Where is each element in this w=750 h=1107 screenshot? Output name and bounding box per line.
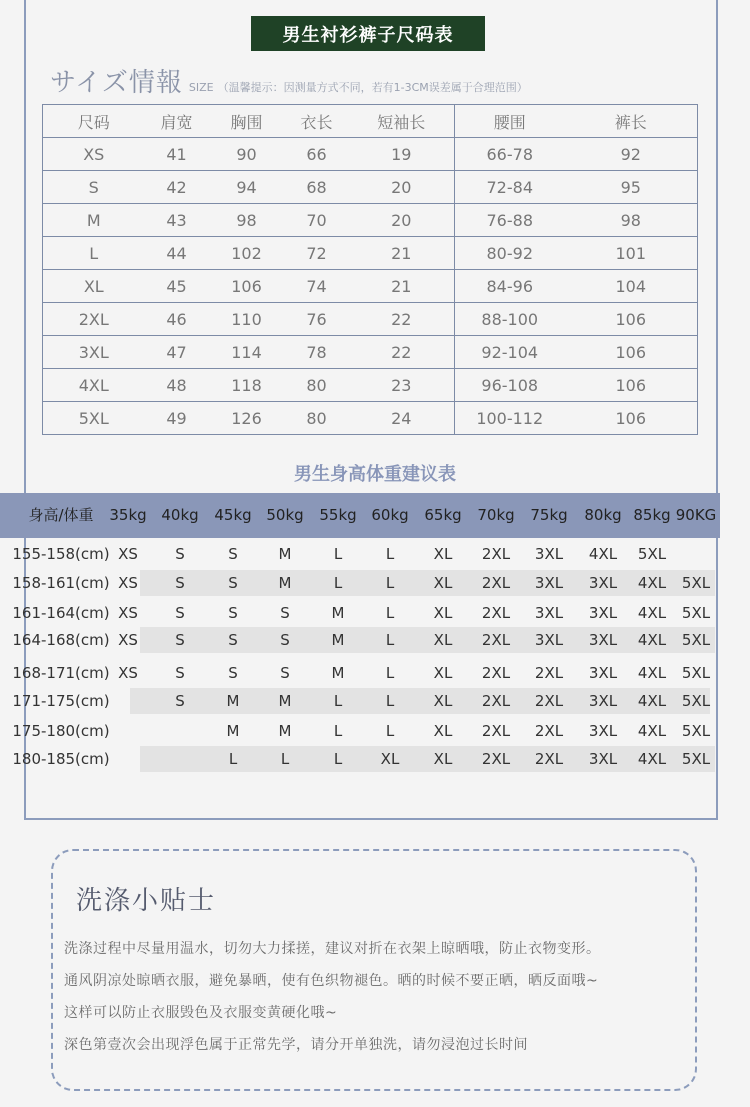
recommended-size-cell: 5XL [681,692,711,710]
size-table-cell: 72 [285,237,349,270]
recommended-size-cell: 2XL [481,631,511,649]
height-weight-header-cell: 35kg [109,506,147,524]
size-table-cell: 45 [145,270,209,303]
size-table-cell: 110 [209,303,285,336]
size-table-cell: L [43,237,145,270]
size-table-cell: 90 [209,138,285,171]
recommended-size-cell: S [280,604,290,622]
recommended-size-cell: M [278,545,292,563]
recommended-size-cell: 3XL [588,664,618,682]
size-table [42,104,698,435]
size-table-row [43,336,698,369]
size-table-cell: 3XL [43,336,145,369]
recommended-size-cell: 5XL [681,750,711,768]
recommended-size-cell: 5XL [681,631,711,649]
size-table-row [43,369,698,402]
size-table-header-cell: 胸围 [209,105,285,138]
recommended-size-cell: M [278,722,292,740]
row-stripe [140,627,715,653]
recommended-size-cell: M [226,722,240,740]
recommended-size-cell: 3XL [588,604,618,622]
recommended-size-cell: M [331,631,345,649]
size-table-header-cell: 肩宽 [145,105,209,138]
size-table-cell: 84-96 [455,270,565,303]
recommended-size-cell: 2XL [481,664,511,682]
recommended-size-cell: XL [433,664,453,682]
height-weight-header-cell: 40kg [161,506,199,524]
size-table-cell: 80 [285,402,349,435]
height-weight-header-cell: 80kg [584,506,622,524]
size-table-cell: 74 [285,270,349,303]
size-table-header-cell: 裤长 [565,105,698,138]
size-table-cell: 102 [209,237,285,270]
size-table-cell: 66-78 [455,138,565,171]
height-weight-row [0,600,720,626]
recommended-size-cell: 3XL [534,631,564,649]
recommended-size-cell: 5XL [681,574,711,592]
recommended-size-cell: 5XL [681,664,711,682]
height-weight-header-cell: 75kg [530,506,568,524]
recommended-size-cell: XL [433,692,453,710]
recommended-size-cell: 4XL [588,545,618,563]
size-table-cell: 23 [349,369,455,402]
size-table-cell: 106 [565,303,698,336]
recommended-size-cell: 3XL [534,604,564,622]
size-table-cell: 100-112 [455,402,565,435]
size-table-row [43,303,698,336]
recommended-size-cell: M [331,664,345,682]
size-table-cell: 68 [285,171,349,204]
size-table-cell: 49 [145,402,209,435]
recommended-size-cell: XS [118,545,138,563]
recommended-size-cell: S [228,574,238,592]
height-weight-header-cell: 身高/体重 [28,506,94,524]
height-range-label: 175-180(cm) [12,722,110,740]
size-table-cell: 95 [565,171,698,204]
care-tips-title: 洗涤小贴士 [76,886,217,916]
height-weight-header-cell: 65kg [424,506,462,524]
size-table-cell: 104 [565,270,698,303]
height-range-label: 168-171(cm) [12,664,110,682]
recommended-size-cell: L [385,545,395,563]
height-range-label: 161-164(cm) [12,604,110,622]
size-table-cell: 98 [209,204,285,237]
recommended-size-cell: 3XL [588,574,618,592]
care-tip-line: 这样可以防止衣服毁色及衣服变黄硬化哦~ [64,1005,338,1021]
care-tip-line: 深色第壹次会出现浮色属于正常先学，请分开单独洗，请勿浸泡过长时间 [64,1037,528,1053]
recommended-size-cell: XS [118,631,138,649]
recommended-size-cell: L [280,750,290,768]
size-table-cell: XS [43,138,145,171]
size-table-cell: 106 [209,270,285,303]
size-table-cell: 4XL [43,369,145,402]
recommended-size-cell: M [331,604,345,622]
size-table-cell: 2XL [43,303,145,336]
recommended-size-cell: L [385,692,395,710]
recommended-size-cell: S [228,604,238,622]
height-weight-title: 男生身高体重建议表 [294,464,456,485]
recommended-size-cell: XS [118,604,138,622]
recommended-size-cell: L [385,574,395,592]
recommended-size-cell: 2XL [534,722,564,740]
size-table-cell: 20 [349,204,455,237]
recommended-size-cell: 4XL [637,631,667,649]
page-title: 男生衬衫裤子尺码表 [251,16,485,51]
recommended-size-cell: 4XL [637,692,667,710]
size-table-cell: 20 [349,171,455,204]
size-table-cell: 106 [565,369,698,402]
size-table-cell: 42 [145,171,209,204]
recommended-size-cell: XL [433,545,453,563]
size-table-cell: 96-108 [455,369,565,402]
recommended-size-cell: XL [380,750,400,768]
height-range-label: 180-185(cm) [12,750,110,768]
size-table-cell: 106 [565,402,698,435]
size-heading-note: （温馨提示：因测量方式不同，若有1-3CM误差属于合理范围） [217,81,528,94]
recommended-size-cell: L [333,545,343,563]
care-tip-line: 通风阴凉处晾晒衣服，避免暴晒，使有色织物褪色。晒的时候不要正晒，晒反面哦~ [64,973,599,989]
size-table-header [43,105,698,138]
size-table-cell: 106 [565,336,698,369]
recommended-size-cell: L [385,604,395,622]
size-table-cell: 78 [285,336,349,369]
size-table-row [43,270,698,303]
recommended-size-cell: S [175,692,185,710]
recommended-size-cell: XS [118,574,138,592]
recommended-size-cell: XL [433,750,453,768]
recommended-size-cell: L [333,574,343,592]
recommended-size-cell: 5XL [681,722,711,740]
recommended-size-cell: 3XL [588,722,618,740]
height-weight-row [0,627,720,653]
size-table-cell: 114 [209,336,285,369]
size-table-cell: 80 [285,369,349,402]
row-stripe [140,570,715,596]
size-table-cell: 98 [565,204,698,237]
size-table-cell: 92-104 [455,336,565,369]
recommended-size-cell: S [280,664,290,682]
recommended-size-cell: 3XL [534,545,564,563]
size-table-row [43,171,698,204]
size-table-cell: 80-92 [455,237,565,270]
size-table-cell: 24 [349,402,455,435]
recommended-size-cell: 4XL [637,604,667,622]
recommended-size-cell: L [333,750,343,768]
recommended-size-cell: S [280,631,290,649]
size-table-cell: 92 [565,138,698,171]
height-weight-header [0,493,720,538]
size-table-cell: 21 [349,270,455,303]
size-table-row [43,204,698,237]
row-stripe [130,688,710,714]
size-heading-label: SIZE [188,81,214,94]
height-weight-header-cell: 45kg [214,506,252,524]
recommended-size-cell: L [333,692,343,710]
recommended-size-cell: 2XL [481,574,511,592]
recommended-size-cell: S [228,631,238,649]
height-weight-row [0,541,720,567]
size-table-header-cell: 腰围 [455,105,565,138]
size-table-row [43,402,698,435]
recommended-size-cell: 3XL [588,631,618,649]
size-table-cell: 22 [349,336,455,369]
recommended-size-cell: 2XL [481,750,511,768]
size-heading-main: サイズ情報 [50,68,183,98]
size-table-cell: 101 [565,237,698,270]
size-table-cell: XL [43,270,145,303]
recommended-size-cell: 2XL [481,692,511,710]
recommended-size-cell: M [226,692,240,710]
recommended-size-cell: 2XL [534,664,564,682]
recommended-size-cell: L [385,631,395,649]
size-table-cell: 46 [145,303,209,336]
recommended-size-cell: 4XL [637,750,667,768]
size-table-cell: 19 [349,138,455,171]
recommended-size-cell: XS [118,664,138,682]
size-table-cell: 66 [285,138,349,171]
size-heading [50,62,528,99]
size-table-cell: 76-88 [455,204,565,237]
height-weight-row [0,688,720,714]
recommended-size-cell: 3XL [588,692,618,710]
row-stripe [140,746,715,772]
recommended-size-cell: S [228,545,238,563]
size-table-cell: 126 [209,402,285,435]
recommended-size-cell: L [228,750,238,768]
size-table-header-cell: 尺码 [43,105,145,138]
size-table-cell: 48 [145,369,209,402]
recommended-size-cell: S [175,545,185,563]
size-table-cell: M [43,204,145,237]
height-weight-header-cell: 50kg [266,506,304,524]
recommended-size-cell: XL [433,604,453,622]
size-table-cell: 94 [209,171,285,204]
size-table-cell: 76 [285,303,349,336]
recommended-size-cell: XL [433,574,453,592]
recommended-size-cell: L [333,722,343,740]
recommended-size-cell: M [278,692,292,710]
care-tip-line: 洗涤过程中尽量用温水，切勿大力揉搓，建议对折在衣架上晾晒哦，防止衣物变形。 [64,941,601,957]
recommended-size-cell: 3XL [534,574,564,592]
recommended-size-cell: S [175,604,185,622]
size-table-cell: 43 [145,204,209,237]
recommended-size-cell: 4XL [637,574,667,592]
height-weight-row [0,746,720,772]
size-table-cell: 21 [349,237,455,270]
recommended-size-cell: S [228,664,238,682]
recommended-size-cell: 2XL [481,722,511,740]
height-range-label: 171-175(cm) [12,692,110,710]
height-range-label: 164-168(cm) [12,631,110,649]
recommended-size-cell: S [175,631,185,649]
size-table-cell: S [43,171,145,204]
size-table-cell: 5XL [43,402,145,435]
recommended-size-cell: 3XL [588,750,618,768]
recommended-size-cell: 4XL [637,722,667,740]
recommended-size-cell: 2XL [481,604,511,622]
size-table-header-cell: 短袖长 [349,105,455,138]
size-table-header-cell: 衣长 [285,105,349,138]
height-weight-header-cell: 90KG [675,506,717,524]
height-weight-row [0,718,720,744]
recommended-size-cell: L [385,722,395,740]
size-table-cell: 22 [349,303,455,336]
recommended-size-cell: XL [433,631,453,649]
recommended-size-cell: M [278,574,292,592]
size-table-cell: 70 [285,204,349,237]
recommended-size-cell: 4XL [637,664,667,682]
height-weight-header-cell: 55kg [319,506,357,524]
height-weight-header-cell: 70kg [477,506,515,524]
size-table-cell: 47 [145,336,209,369]
recommended-size-cell: 2XL [481,545,511,563]
recommended-size-cell: 2XL [534,750,564,768]
recommended-size-cell: 5XL [637,545,667,563]
height-range-label: 158-161(cm) [12,574,110,592]
height-weight-header-cell: 60kg [371,506,409,524]
height-weight-row [0,570,720,596]
height-weight-row [0,660,720,686]
size-table-cell: 88-100 [455,303,565,336]
size-table-cell: 118 [209,369,285,402]
size-table-cell: 44 [145,237,209,270]
size-table-row [43,237,698,270]
recommended-size-cell: S [175,664,185,682]
recommended-size-cell: 5XL [681,604,711,622]
recommended-size-cell: S [175,574,185,592]
size-table-cell: 41 [145,138,209,171]
recommended-size-cell: XL [433,722,453,740]
recommended-size-cell: L [385,664,395,682]
size-table-cell: 72-84 [455,171,565,204]
recommended-size-cell: 2XL [534,692,564,710]
size-table-row [43,138,698,171]
height-range-label: 155-158(cm) [12,545,110,563]
height-weight-header-cell: 85kg [633,506,671,524]
